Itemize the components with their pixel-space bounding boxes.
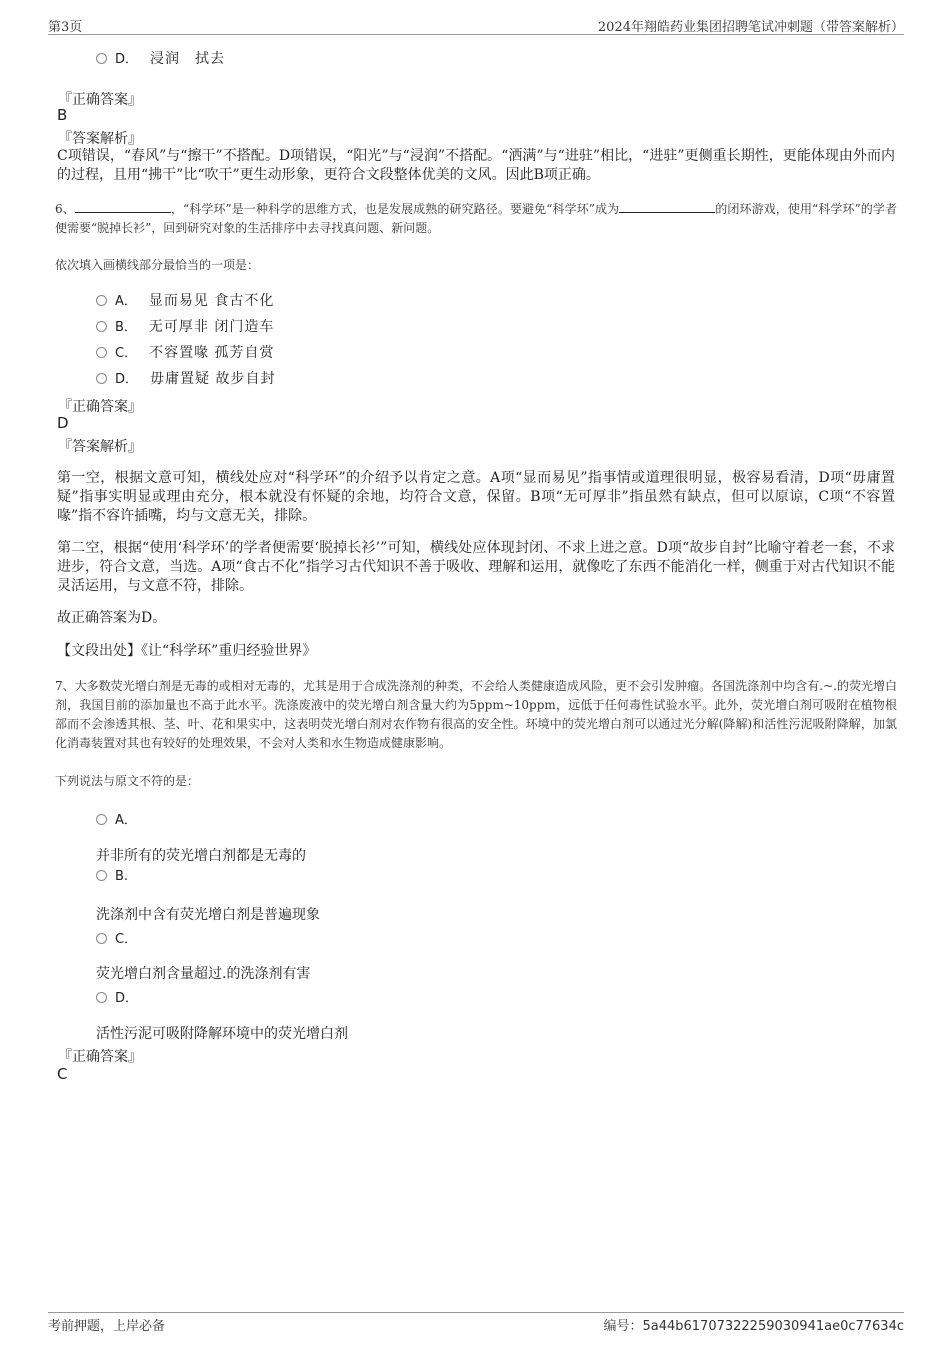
q7-option-d-text: 活性污泥可吸附降解环境中的荧光增白剂 (96, 1026, 348, 1042)
q6-instruction: 依次填入画横线部分最恰当的一项是： (55, 258, 260, 272)
q7-option-c-text: 荧光增白剂含量超过.的洗涤剂有害 (96, 966, 311, 982)
q7-option-c[interactable]: C． (96, 928, 137, 947)
q7-option-d[interactable]: D． (96, 987, 138, 1006)
radio-icon[interactable] (96, 347, 107, 358)
footer-slogan: 考前押题，上岸必备 (48, 1319, 166, 1334)
q6-analysis-paragraph-1: 第一空，根据文意可知，横线处应对“科学环”的介绍予以肯定之意。A项“显而易见”指事情或道理很明显，极容易看清，D项“毋庸置疑”指事实明显或理由充分，根本就没有怀疑的余地，均符合文意，保留。B项“无可厚非”指虽然有缺点，但可以原谅，C项“不容置喙”指不容许插嘴，均与文意无关，排除。 (57, 470, 895, 524)
q6-answer-label: 『正确答案』 (58, 399, 142, 415)
q7-answer: C (57, 1065, 68, 1083)
page-footer (48, 1312, 904, 1333)
q6-source: 【文段出处】《让“科学环”重归经验世界》 (57, 643, 317, 659)
document-code: 编号：5a44b61707322259030941ae0c77634c (603, 1319, 904, 1334)
q7-option-b-text: 洗涤剂中含有荧光增白剂是普遍现象 (96, 907, 320, 923)
q7-option-b[interactable]: B. (96, 868, 128, 884)
q5-answer-label: 『正确答案』 (58, 92, 142, 108)
q6-option-b[interactable]: B． 无可厚非 闭门造车 (96, 316, 274, 336)
radio-icon[interactable] (96, 933, 107, 944)
radio-icon[interactable] (96, 992, 107, 1003)
q5-analysis: C项错误，“春风”与“擦干”不搭配。D项错误，“阳光”与“浸润”不搭配。“洒满”与“进驻”相比，“进驻”更侧重长期性，更能体现由外而内的过程，且用“拂干”比“吹干”更生动形象，更符合文段整体优美的文风。因此B项正确。 (57, 148, 895, 183)
radio-icon[interactable] (96, 295, 107, 306)
q6-option-d[interactable]: D． 毋庸置疑 故步自封 (96, 368, 275, 388)
blank-2 (619, 200, 715, 213)
page-number: 第3页 (48, 20, 83, 35)
q7-option-a-text: 并非所有的荧光增白剂都是无毒的 (96, 848, 306, 864)
q6-option-c[interactable]: C． 不容置喙 孤芳自赏 (96, 342, 275, 362)
document-title: 2024年翔皓药业集团招聘笔试冲刺题（带答案解析） (597, 20, 904, 35)
radio-icon[interactable] (96, 53, 107, 64)
q7-answer-label: 『正确答案』 (58, 1049, 142, 1065)
radio-icon[interactable] (96, 814, 107, 825)
q6-conclusion: 故正确答案为D。 (57, 610, 167, 626)
radio-icon[interactable] (96, 373, 107, 384)
q5-analysis-label: 『答案解析』 (58, 131, 142, 147)
q6-analysis-label: 『答案解析』 (58, 439, 142, 455)
q7-stem: 7、大多数荧光增白剂是无毒的或相对无毒的，尤其是用于合成洗涤剂的种类，不会给人类健康造成风险，更不会引发肿瘤。各国洗涤剂中均含有.~.的荧光增白剂，我国目前的添加量也不高于此水平。洗涤废液中的荧光增白剂含量大约为5ppm~10ppm，远低于任何毒性试验水平。此外，荧光增白剂可吸附在植物根部而不会渗透其根、茎、叶、花和果实中，这表明荧光增白剂对农作物有很高的安全性。环境中的荧光增白剂可以通过光分解(降解)和活性污泥吸附降解，加氯化消毒装置对其也有较好的处理效果，不会对人类和水生物造成健康影响。 (55, 679, 897, 750)
q6-option-a[interactable]: A． 显而易见 食古不化 (96, 290, 274, 310)
radio-icon[interactable] (96, 870, 107, 881)
q5-option-d[interactable]: D． 浸润 拭去 (96, 48, 225, 68)
page-header (48, 14, 904, 35)
q7-option-a[interactable]: A． (96, 809, 137, 828)
q7-instruction: 下列说法与原文不符的是： (55, 774, 200, 788)
q6-answer: D (57, 414, 69, 432)
blank-1 (75, 200, 171, 213)
radio-icon[interactable] (96, 321, 107, 332)
q6-analysis-paragraph-2: 第二空，根据“使用‘科学环’的学者便需要‘脱掉长衫’”可知，横线处应体现封闭、不求上进之意。D项“故步自封”比喻守着老一套，不求进步，符合文意，当选。A项“食古不化”指学习古代知识不善于吸收、理解和运用，就像吃了东西不能消化一样，侧重于对古代知识不能灵活运用，与文意不符，排除。 (57, 540, 895, 594)
q6-stem: 6、 ，“科学环”是一种科学的思维方式，也是发展成熟的研究路径。要避免“科学环”成为 的闭环游戏，使用“科学环”的学者便需要“脱掉长衫”，回到研究对象的生活排序中去寻找真问题、新问题。 (55, 202, 897, 235)
q5-answer: B (57, 106, 68, 124)
